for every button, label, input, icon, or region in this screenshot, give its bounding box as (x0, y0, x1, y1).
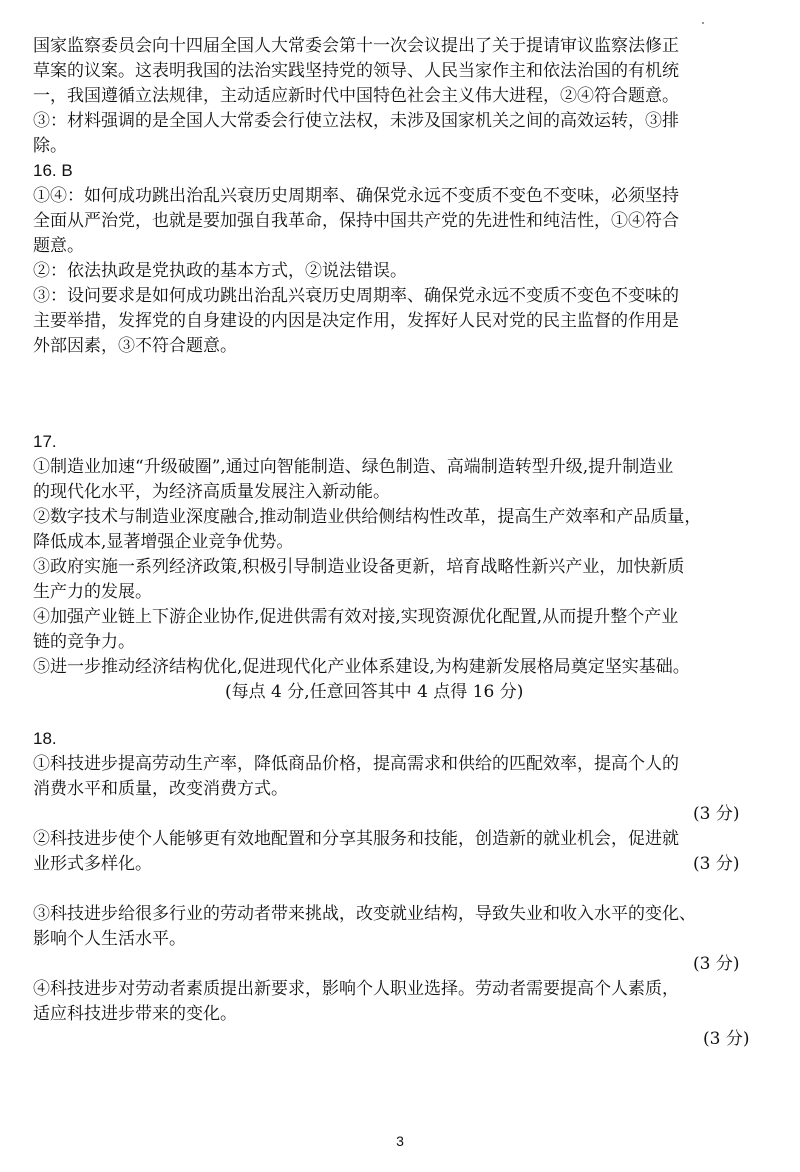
text-line: ①制造业加速“升级破圈”,通过向智能制造、绿色制造、高端制造转型升级,提升制造业 (33, 457, 674, 477)
text-line: 主要举措，发挥党的自身建设的内因是决定作用，发挥好人民对党的民主监督的作用是 (33, 311, 679, 331)
scan-speck (702, 22, 704, 24)
text-line: ②数字技术与制造业深度融合,推动制造业供给侧结构性改革，提高生产效率和产品质量， (33, 507, 702, 527)
text-line: ③：设问要求是如何成功跳出治乱兴衰历史周期率、确保党永远不变质不变色不变味的 (33, 286, 679, 306)
scoring-note: (每点 4 分,任意回答其中 4 点得 16 分) (225, 682, 524, 702)
question-number: 17. (33, 432, 57, 451)
text-line: 国家监察委员会向十四届全国人大常委会第十一次会议提出了关于提请审议监察法修正 (33, 36, 679, 56)
score-label: (3 分) (693, 954, 740, 974)
text-line: 消费水平和质量，改变消费方式。 (33, 779, 288, 799)
text-line: 全面从严治党，也就是要加强自我革命，保持中国共产党的先进性和纯洁性，①④符合 (33, 211, 679, 231)
text-line: ②科技进步使个人能够更有效地配置和分享其服务和技能，创造新的就业机会，促进就 (33, 829, 679, 849)
question-number: 18. (33, 729, 57, 748)
text-line: 降低成本,显著增强企业竞争优势。 (33, 532, 294, 552)
score-label: (3 分) (693, 854, 740, 874)
text-line: 影响个人生活水平。 (33, 929, 186, 949)
text-line: ③科技进步给很多行业的劳动者带来挑战，改变就业结构，导致失业和收入水平的变化、 (33, 904, 696, 924)
text-line: 的现代化水平，为经济高质量发展注入新动能。 (33, 482, 390, 502)
text-line: ①④：如何成功跳出治乱兴衰历史周期率、确保党永远不变质不变色不变味，必须坚持 (33, 186, 679, 206)
text-line: 业形式多样化。 (33, 854, 152, 874)
text-line: ②：依法执政是党执政的基本方式，②说法错误。 (33, 261, 407, 281)
text-line: 适应科技进步带来的变化。 (33, 1004, 237, 1024)
score-label: (3 分) (703, 1029, 750, 1049)
text-line: ①科技进步提高劳动生产率，降低商品价格，提高需求和供给的匹配效率，提高个人的 (33, 754, 679, 774)
text-line: 链的竞争力。 (33, 632, 135, 652)
text-line: ⑤进一步推动经济结构优化,促进现代化产业体系建设,为构建新发展格局奠定坚实基础。 (33, 657, 690, 677)
text-line: ③政府实施一系列经济政策,积极引导制造业设备更新，培育战略性新兴产业，加快新质 (33, 557, 685, 577)
text-line: ③：材料强调的是全国人大常委会行使立法权，未涉及国家机关之间的高效运转，③排 (33, 111, 679, 131)
text-line: ④科技进步对劳动者素质提出新要求，影响个人职业选择。劳动者需要提高个人素质， (33, 979, 679, 999)
score-label: (3 分) (693, 804, 740, 824)
text-line: 题意。 (33, 236, 84, 256)
text-line: 外部因素，③不符合题意。 (33, 336, 237, 356)
page-number: 3 (396, 1133, 404, 1149)
text-line: 一，我国遵循立法规律，主动适应新时代中国特色社会主义伟大进程，②④符合题意。 (33, 86, 679, 106)
question-number: 16. B (33, 161, 73, 180)
text-line: 生产力的发展。 (33, 582, 152, 602)
text-line: 草案的议案。这表明我国的法治实践坚持党的领导、人民当家作主和依法治国的有机统 (33, 61, 679, 81)
text-line: 除。 (33, 136, 67, 156)
text-line: ④加强产业链上下游企业协作,促进供需有效对接,实现资源优化配置,从而提升整个产业 (33, 607, 679, 627)
